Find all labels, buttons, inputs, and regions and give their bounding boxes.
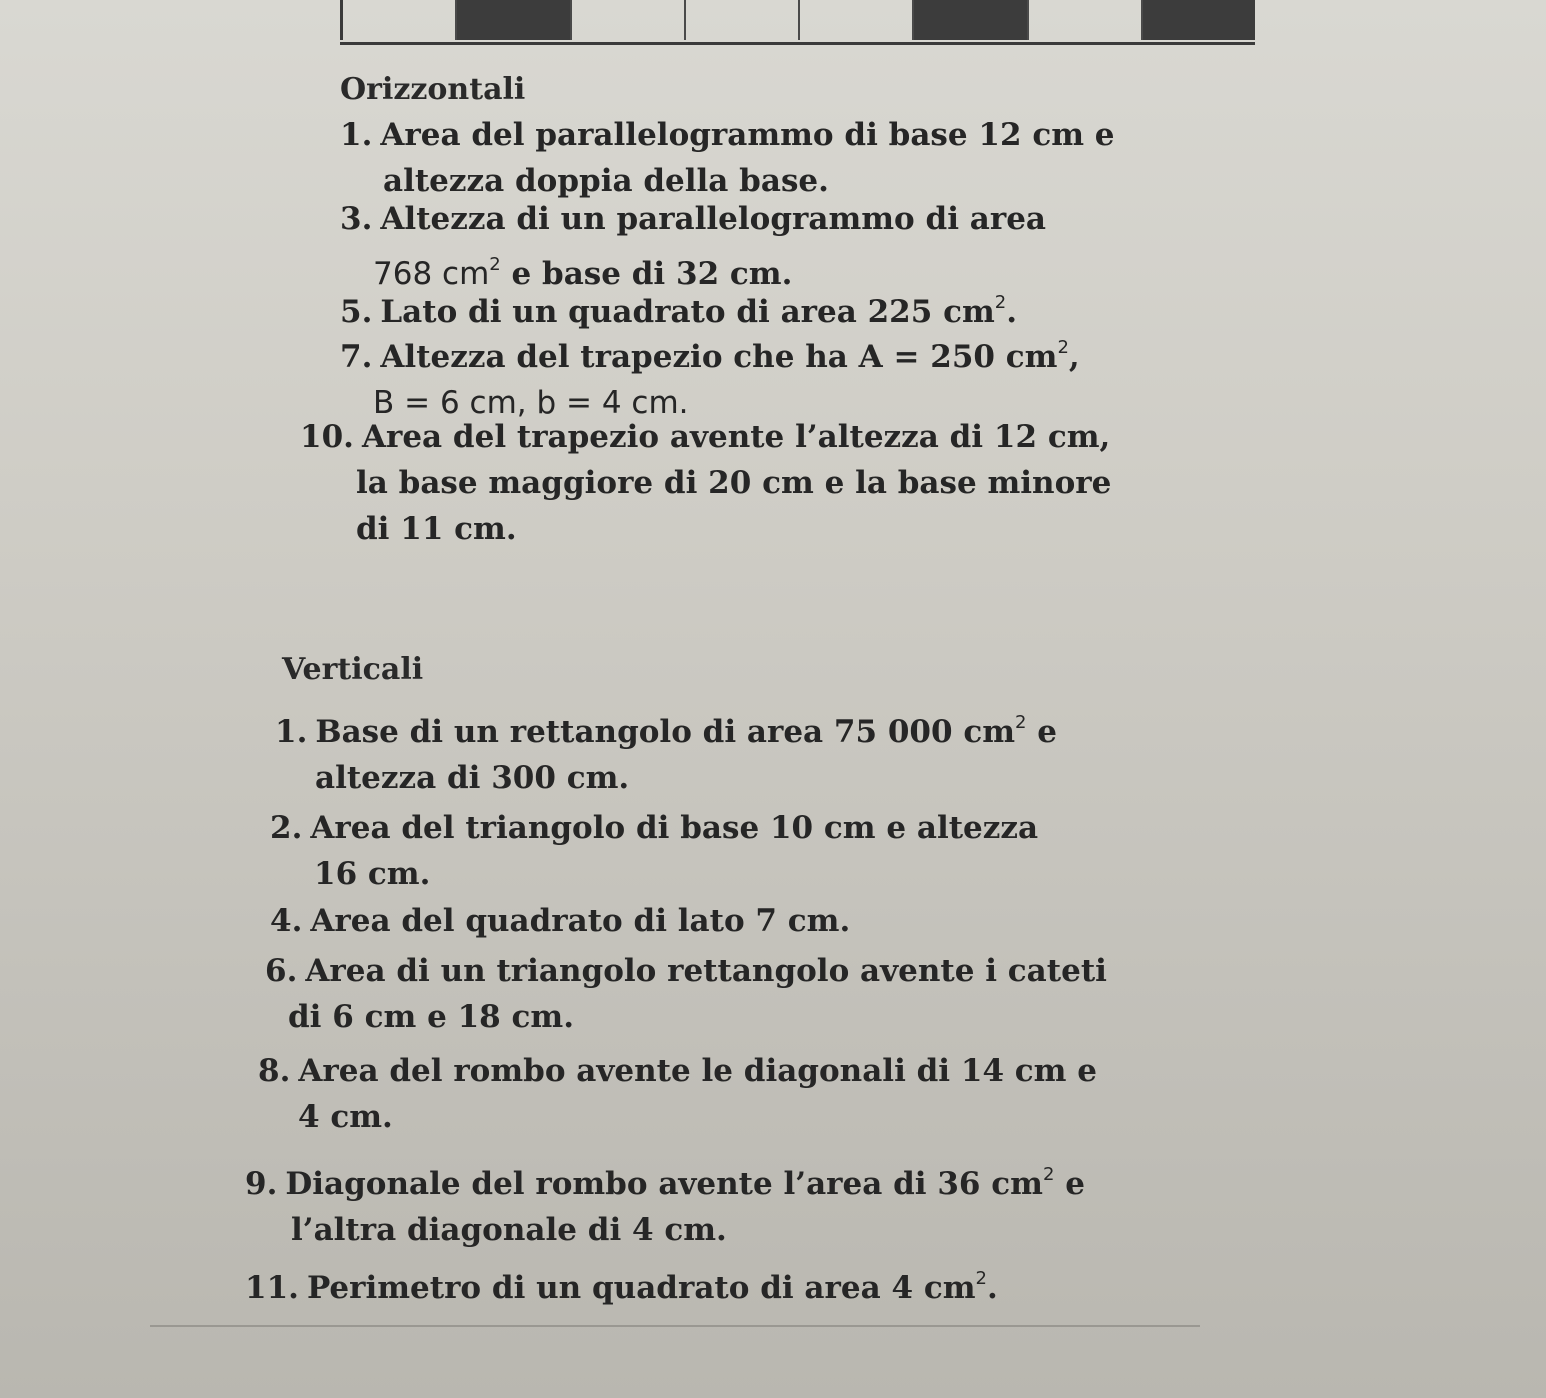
clue-text-continued: B = 6 cm, b = 4 cm. <box>373 385 689 421</box>
clue-number: 9. <box>245 1166 278 1202</box>
clue-text: Lato di un quadrato di area 225 cm <box>380 294 995 330</box>
clue-number: 8. <box>258 1053 291 1089</box>
superscript: 2 <box>489 254 501 275</box>
clue-text: Perimetro di un quadrato di area 4 cm <box>306 1270 976 1306</box>
clue-text: Area del triangolo di base 10 cm e altezza <box>310 810 1039 846</box>
verticali-clue-6 <box>265 948 1107 1040</box>
clue-text-continued: di 11 cm. <box>356 511 517 547</box>
verticali-clue-4 <box>270 898 850 944</box>
clue-text-continued: altezza di 300 cm. <box>315 760 630 796</box>
orizzontali-heading: Orizzontali <box>340 72 526 107</box>
orizzontali-section <box>340 72 525 107</box>
orizzontali-clue-7 <box>340 325 1080 426</box>
superscript: 2 <box>1042 1164 1055 1185</box>
clue-text-continued: di 6 cm e 18 cm. <box>288 999 574 1035</box>
math-value: 768 cm <box>373 256 490 292</box>
verticali-clue-11 <box>245 1256 998 1311</box>
clue-number: 11. <box>245 1270 299 1306</box>
clue-text: e base di 32 cm. <box>500 256 793 292</box>
grid-cell <box>570 0 684 40</box>
clue-text: Area del rombo avente le diagonali di 14 cm e <box>298 1053 1098 1089</box>
clue-number: 1. <box>275 714 308 750</box>
clue-text: Area del quadrato di lato 7 cm. <box>310 903 851 939</box>
grid-cell-black <box>455 0 569 40</box>
clue-text: Altezza di un parallelogrammo di area <box>380 201 1046 237</box>
superscript: 2 <box>1057 337 1069 358</box>
verticali-clue-2 <box>270 805 1038 897</box>
clue-number: 3. <box>340 201 373 237</box>
grid-cell <box>1027 0 1141 40</box>
clue-text: Base di un rettangolo di area 75 000 cm <box>315 714 1016 750</box>
verticali-clue-8 <box>258 1048 1097 1140</box>
clue-number: 2. <box>270 810 303 846</box>
clue-text: , <box>1068 339 1080 375</box>
grid-cell-black <box>912 0 1026 40</box>
verticali-clue-1 <box>275 700 1057 801</box>
clue-text: e <box>1026 714 1058 750</box>
grid-cell <box>340 0 455 40</box>
superscript: 2 <box>975 1268 987 1289</box>
superscript: 2 <box>1015 712 1027 733</box>
grid-cell <box>684 0 798 40</box>
clue-text: . <box>986 1270 998 1306</box>
clue-text: . <box>1006 294 1018 330</box>
verticali-clue-9 <box>245 1152 1085 1253</box>
clue-number: 5. <box>340 294 373 330</box>
grid-cell-black <box>1141 0 1255 40</box>
clue-text: Area del parallelogrammo di base 12 cm e <box>380 117 1115 153</box>
clue-text: Altezza del trapezio che ha A = 250 cm <box>380 339 1058 375</box>
superscript: 2 <box>994 292 1007 313</box>
verticali-heading: Verticali <box>282 652 424 687</box>
crossword-grid-fragment <box>340 0 1255 45</box>
orizzontali-clue-1 <box>340 112 1115 204</box>
grid-cell <box>798 0 912 40</box>
clue-text: Area di un triangolo rettangolo avente i cateti <box>305 953 1107 989</box>
clue-number: 1. <box>340 117 373 153</box>
clue-number: 7. <box>340 339 373 375</box>
clue-number: 4. <box>270 903 303 939</box>
clue-text: Diagonale del rombo avente l’area di 36 cm <box>285 1166 1043 1202</box>
clue-number: 6. <box>265 953 298 989</box>
clue-text-continued: l’altra diagonale di 4 cm. <box>291 1212 727 1248</box>
clue-text-continued: altezza doppia della base. <box>383 163 829 199</box>
clue-number: 10. <box>300 419 354 455</box>
clue-text-continued: 4 cm. <box>298 1099 393 1135</box>
verticali-section <box>282 652 423 687</box>
clue-text-continued: 16 cm. <box>314 856 431 892</box>
orizzontali-clue-10 <box>300 414 1111 552</box>
clue-text: Area del trapezio avente l’altezza di 12 cm, <box>361 419 1111 455</box>
clue-text: e <box>1054 1166 1085 1202</box>
clue-text-continued: la base maggiore di 20 cm e la base minore <box>356 465 1112 501</box>
page-divider <box>150 1325 1200 1327</box>
